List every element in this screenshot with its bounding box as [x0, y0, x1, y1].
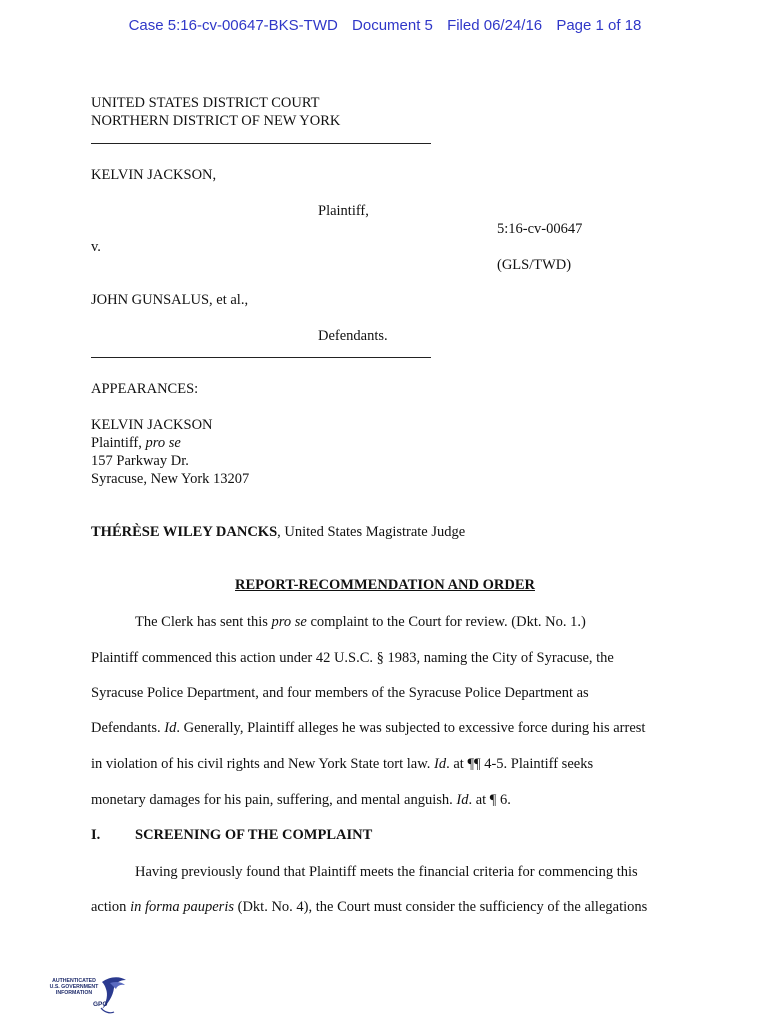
appearances-heading: APPEARANCES:: [91, 381, 199, 397]
section-line-2: [91, 898, 647, 916]
body-text: action: [91, 899, 131, 915]
plaintiff-role: Plaintiff,: [318, 203, 369, 219]
gpo-logo-line: INFORMATION: [55, 990, 93, 996]
header-case-number: Case 5:16-cv-00647-BKS-TWD: [128, 17, 338, 34]
body-text: in violation of his civil rights and New York State tort law.: [91, 756, 435, 772]
body-italic: in forma pauperis: [130, 899, 234, 915]
body-italic: Id: [456, 792, 469, 808]
body-text: . Generally, Plaintiff alleges he was subjected to excessive force during his arrest: [176, 720, 646, 736]
defendant-name: JOHN GUNSALUS, et al.,: [91, 292, 249, 308]
appearance-role: [91, 434, 181, 452]
body-line-6: [91, 791, 511, 809]
document-title: REPORT-RECOMMENDATION AND ORDER: [235, 577, 535, 593]
court-district: NORTHERN DISTRICT OF NEW YORK: [91, 113, 341, 129]
body-text: monetary damages for his pain, suffering, and mental anguish.: [91, 792, 457, 808]
body-text: complaint to the Court for review. (Dkt. No. 1.): [306, 614, 586, 630]
section-line-1: Having previously found that Plaintiff meets the financial criteria for commencing this: [135, 864, 638, 880]
body-text: . at ¶¶ 4-5. Plaintiff seeks: [446, 756, 594, 772]
body-text: Defendants.: [91, 720, 165, 736]
gpo-eagle-icon: [44, 974, 130, 1018]
appearance-address-street: 157 Parkway Dr.: [91, 453, 189, 469]
appearance-name: KELVIN JACKSON: [91, 417, 213, 433]
body-line-5: [91, 755, 593, 773]
body-line-3: Syracuse Police Department, and four members of the Syracuse Police Department as: [91, 685, 589, 701]
ecf-header: [0, 17, 770, 35]
appearance-role-prefix: Plaintiff,: [91, 435, 146, 451]
versus: v.: [91, 239, 101, 255]
body-line-2: Plaintiff commenced this action under 42 U.S.C. § 1983, naming the City of Syracuse, the: [91, 650, 614, 666]
body-text: . at ¶ 6.: [468, 792, 511, 808]
gpo-logo-line: U.S. GOVERNMENT: [49, 984, 99, 990]
header-document: Document 5: [352, 17, 433, 34]
case-number: 5:16-cv-00647: [497, 221, 583, 237]
body-text: The Clerk has sent this: [135, 614, 272, 630]
court-name: UNITED STATES DISTRICT COURT: [91, 95, 320, 111]
judge-line: [91, 523, 465, 541]
section-heading: SCREENING OF THE COMPLAINT: [135, 827, 373, 843]
judge-name: THÉRÈSE WILEY DANCKS: [91, 524, 278, 540]
plaintiff-name: KELVIN JACKSON,: [91, 167, 217, 183]
judge-title: , United States Magistrate Judge: [277, 524, 466, 540]
section-number: I.: [91, 827, 101, 843]
caption-rule-top: [91, 143, 431, 144]
caption-rule-bottom: [91, 357, 431, 358]
judge-initials: (GLS/TWD): [497, 257, 572, 273]
appearance-address-city: Syracuse, New York 13207: [91, 471, 250, 487]
body-line-1: [135, 613, 586, 631]
appearance-role-italic: pro se: [145, 435, 181, 451]
header-filed-date: Filed 06/24/16: [447, 17, 543, 34]
header-page-number: Page 1 of 18: [556, 17, 642, 34]
body-italic: Id: [164, 720, 177, 736]
body-line-4: [91, 719, 645, 737]
gpo-mark: GPO: [93, 1001, 108, 1008]
gpo-logo-line: AUTHENTICATED: [52, 978, 96, 984]
body-italic: Id: [434, 756, 447, 772]
defendant-role: Defendants.: [318, 328, 388, 344]
body-italic: pro se: [271, 614, 307, 630]
body-text: (Dkt. No. 4), the Court must consider the sufficiency of the allegations: [233, 899, 648, 915]
